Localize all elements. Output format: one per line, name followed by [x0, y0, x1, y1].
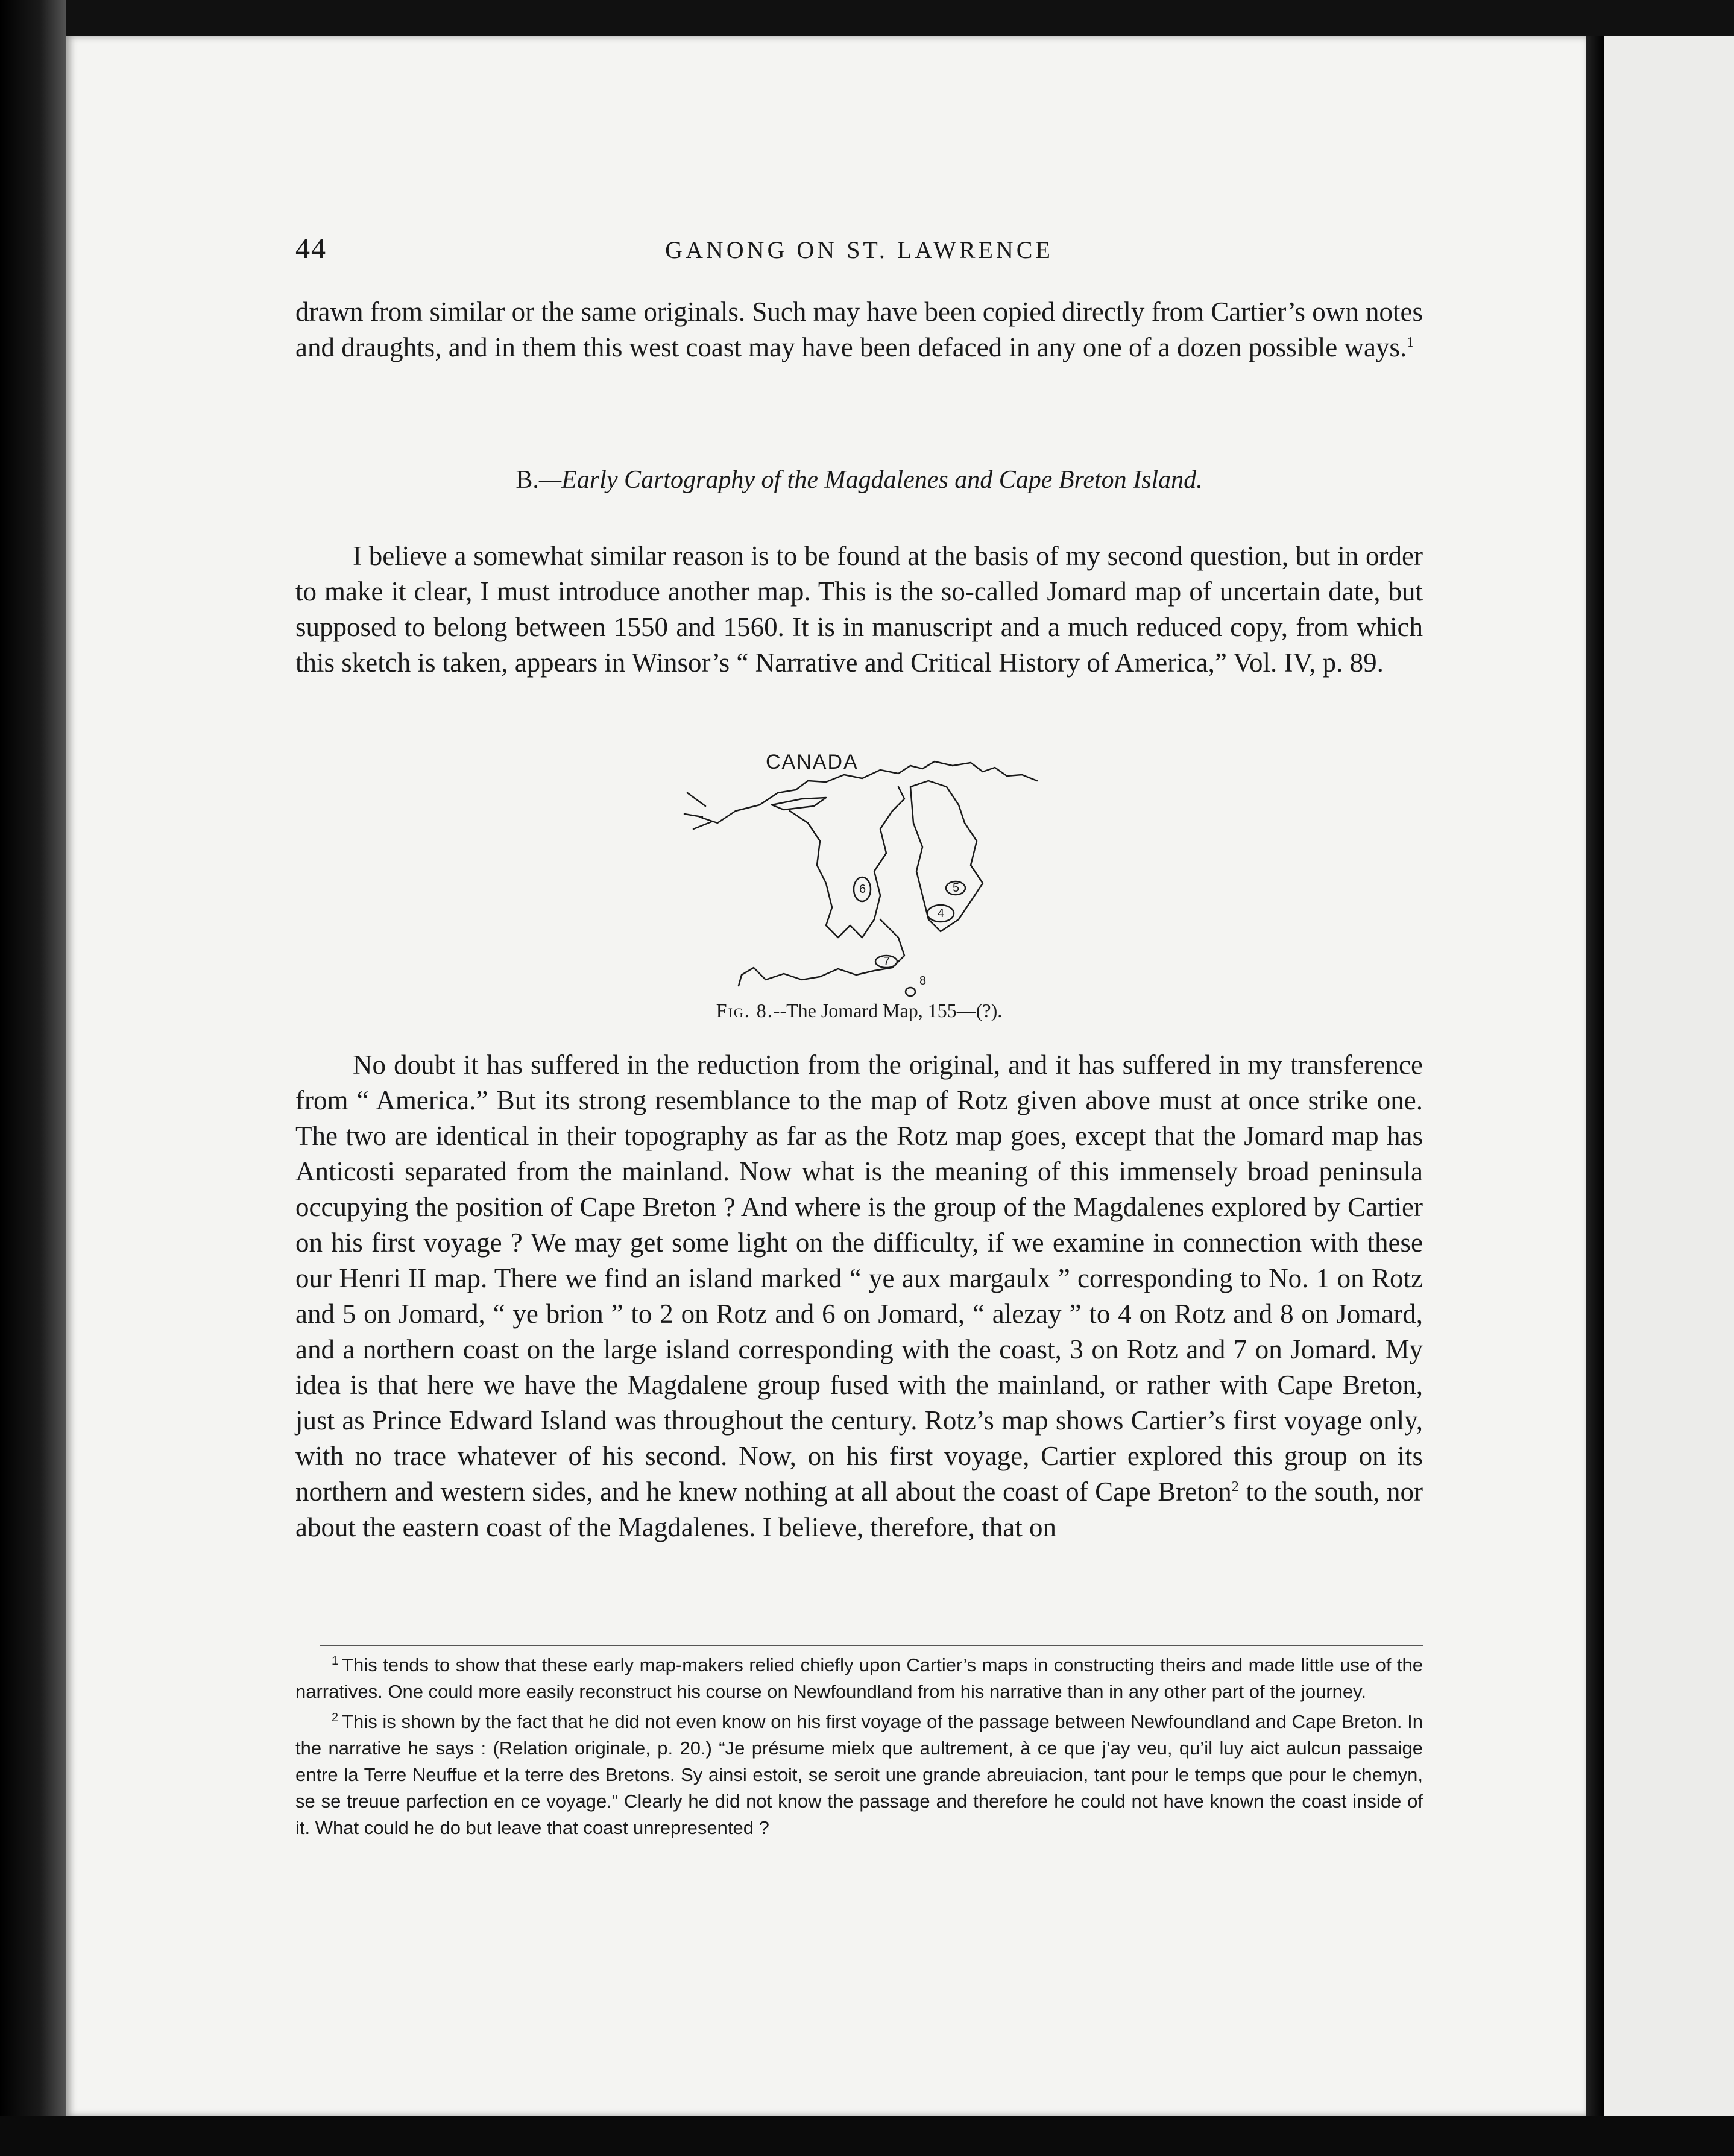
anticosti-island: [772, 798, 826, 810]
island-8: [906, 988, 915, 996]
north-shore-inlet: [790, 787, 904, 938]
peninsula-coast: [739, 919, 904, 986]
island-number-5: 5: [953, 881, 960, 895]
figure-caption-text: --The Jomard Map, 155—(?).: [773, 1000, 1003, 1021]
section-letter: B.: [515, 466, 539, 494]
page-number: 44: [295, 233, 327, 265]
footnote-mark-2: 2: [1231, 1479, 1239, 1495]
footnote-1-number: 1: [332, 1654, 339, 1668]
footnote-2-text: This is shown by the fact that he did not even know on his first voyage of the passage between Newfoundland and Cape Breton. In the narrative he says : (Relation originale, p. 20.) “Je présume mielx que aultrement, à ce que j’ay veu, qu’il luy aict aulcun passaige entre la Terre Neuffue et la terre des Bretons. Sy ainsi estoit, se seroit une grande abreuiacion, tant pour le temps que pour le chemyn, se se treuue parfection en ce voyage.” Clearly he did not know the passage and therefore he could not have known the coast inside of it. What could he do but leave that coast unrepresented ?: [295, 1711, 1423, 1838]
footnotes: [295, 1652, 1423, 1845]
map-label-canada: CANADA: [766, 751, 859, 774]
figure-caption: [295, 1000, 1423, 1022]
footnote-mark-1: 1: [1407, 335, 1414, 350]
island-number-6: 6: [859, 883, 866, 896]
mainland-coastline: [699, 761, 1037, 823]
jomard-map-sketch: [681, 739, 1055, 1004]
paragraph-3: [295, 1047, 1423, 1545]
running-head: GANONG ON ST. LAWRENCE: [665, 236, 1053, 263]
page-header: [295, 232, 1423, 274]
footnote-1-text: This tends to show that these early map-makers relied chiefly upon Cartier’s maps in constructing theirs and made little use of the narratives. One could more easily reconstruct his course on Newfoundland from his narrative than in any other part of the journey.: [295, 1654, 1423, 1702]
figure-caption-label: Fig. 8.: [716, 1000, 774, 1021]
footnote-2: [295, 1709, 1423, 1841]
river-mouth: [684, 793, 711, 829]
island-number-8: 8: [919, 974, 927, 988]
section-heading: [295, 465, 1423, 494]
paragraph-1-text: drawn from similar or the same originals. Such may have been copied directly from Cartier’s own notes and draughts, and in them this west coast may have been defaced in any one of a dozen possible ways.: [295, 297, 1423, 362]
scan-border-left: [0, 0, 66, 2156]
jomard-map-figure: [681, 739, 1055, 1004]
footnote-2-number: 2: [332, 1710, 339, 1724]
paragraph-2-text: I believe a somewhat similar reason is to be found at the basis of my second question, but in order to make it clear, I must introduce another map. This is the so-called Jomard map of uncertain date, but supposed to belong between 1550 and 1560. It is in manuscript and a much reduced copy, from which this sketch is taken, appears in Winsor’s “ Narrative and Critical History of America,” Vol. IV, p. 89.: [295, 541, 1423, 678]
page-gutter: [1586, 36, 1604, 2116]
island-number-7: 7: [883, 955, 891, 968]
paragraph-1: [295, 294, 1423, 365]
paragraph-2: [295, 538, 1423, 681]
scan-border-bottom: [0, 2116, 1734, 2156]
paragraph-3-text-end: to the south, nor about the eastern coast of the Magdalenes. I believe, therefore, that on: [295, 1477, 1423, 1542]
footnote-1: [295, 1652, 1423, 1705]
adjacent-page-edge: [1604, 36, 1734, 2116]
newfoundland-coast: [910, 781, 983, 931]
paragraph-3-text: No doubt it has suffered in the reduction from the original, and it has suffered in my transference from “ America.” But its strong resemblance to the map of Rotz given above must at once strike one. The two are identical in their topography as far as the Rotz map goes, except that the Jomard map has Anticosti separated from the mainland. Now what is the meaning of this immensely broad peninsula occupying the position of Cape Breton ? And where is the group of the Magdalenes explored by Cartier on his first voyage ? We may get some light on the difficulty, if we examine in connection with these our Henri II map. There we find an island marked “ ye aux margaulx ” corresponding to No. 1 on Rotz and 5 on Jomard, “ ye brion ” to 2 on Rotz and 6 on Jomard, “ alezay ” to 4 on Rotz and 8 on Jomard, and a northern coast on the large island corresponding with the coast, 3 on Rotz and 7 on Jomard. My idea is that here we have the Magdalene group fused with the mainland, or rather with Cape Breton, just as Prince Edward Island was throughout the century. Rotz’s map shows Cartier’s first voyage only, with no trace whatever of his second. Now, on his first voyage, Cartier explored this group on its northern and western sides, and he knew nothing at all about the coast of Cape Breton: [295, 1050, 1423, 1507]
island-number-4: 4: [938, 907, 945, 920]
footnote-divider: [320, 1645, 1423, 1646]
section-title: —Early Cartography of the Magdalenes and Cape Breton Island.: [538, 466, 1203, 494]
